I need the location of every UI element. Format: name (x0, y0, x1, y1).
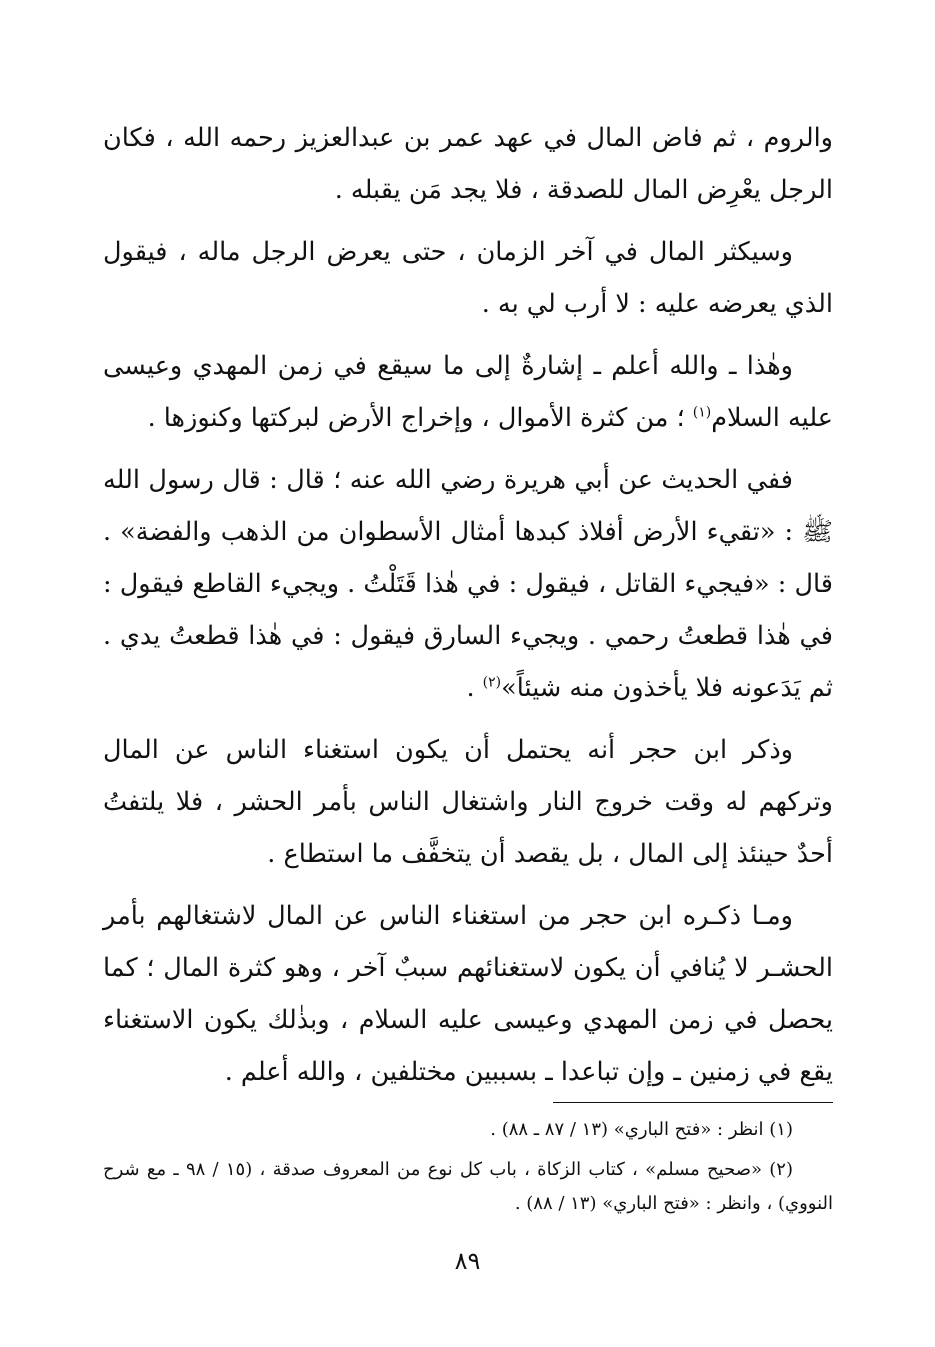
paragraph-4-continuation: . (466, 673, 483, 703)
paragraph-3 (103, 340, 833, 444)
footnote-ref-2: (٢) (482, 674, 502, 691)
paragraph-4 (103, 454, 833, 714)
main-text (103, 112, 833, 1098)
paragraph-1: والروم ، ثم فاض المال في عهد عمر بن عبدالعزيز رحمه الله ، فكان الرجل يعْرِض المال للصدقة ، فلا يجد مَن يقبله . (103, 123, 833, 205)
paragraph-3-continuation: ؛ من كثرة الأموال ، وإخراج الأرض لبركتها وكنوزها . (147, 403, 693, 433)
footnote-divider (553, 1102, 833, 1103)
book-page (103, 112, 833, 1227)
paragraph-2: وسيكثر المال في آخر الزمان ، حتى يعرض الرجل ماله ، فيقول الذي يعرضه عليه : لا أرب لي به . (103, 237, 833, 319)
footnote-1: (١) انظر : «فتح الباري» (١٣ / ٨٧ ـ ٨٨) . (490, 1119, 793, 1140)
paragraph-5: وذكر ابن حجر أنه يحتمل أن يكون استغناء الناس عن المال وتركهم له وقت خروج النار واشتغال الناس بأمر الحشر ، فلا يلتفتُ أحدٌ حينئذ إلى المال ، بل يقصد أن يتخفَّف ما استطاع . (103, 735, 833, 869)
page-number: ٨٩ (454, 1247, 481, 1275)
paragraph-4-text: ففي الحديث عن أبي هريرة رضي الله عنه ؛ قال : قال رسول الله ﷺ : «تقيء الأرض أفلاذ كبدها أمثال الأسطوان من الذهب والفضة» . قال : «فيجيء القاتل ، فيقول : في هٰذا قَتَلْتُ . ويجيء القاطع فيقول : في هٰذا قطعتُ رحمي . ويجيء السارق فيقول : في هٰذا قطعتُ يدي . ثم يَدَعونه فلا يأخذون منه شيئاً» (103, 465, 833, 703)
footnote-ref-1: (١) (692, 404, 712, 421)
footnote-2: (٢) «صحيح مسلم» ، كتاب الزكاة ، باب كل نوع من المعروف صدقة ، (١٥ / ٩٨ ـ مع شرح النووي) ، وانظر : «فتح الباري» (١٣ / ٨٨) . (103, 1159, 833, 1214)
paragraph-3-text: وهٰذا ـ والله أعلم ـ إشارةٌ إلى ما سيقع في زمن المهدي وعيسى عليه السلام (103, 351, 833, 433)
footnotes (103, 1113, 833, 1221)
paragraph-6: ومـا ذكـره ابن حجر من استغناء الناس عن المال لاشتغالهم بأمر الحشـر لا يُنافي أن يكون لاستغنائهم سببٌ آخر ، وهو كثرة المال ؛ كما يحصل في زمن المهدي وعيسى عليه السلام ، وبذٰلك يكون الاستغناء يقع في زمنين ـ وإن تباعدا ـ بسببين مختلفين ، والله أعلم . (103, 901, 833, 1087)
